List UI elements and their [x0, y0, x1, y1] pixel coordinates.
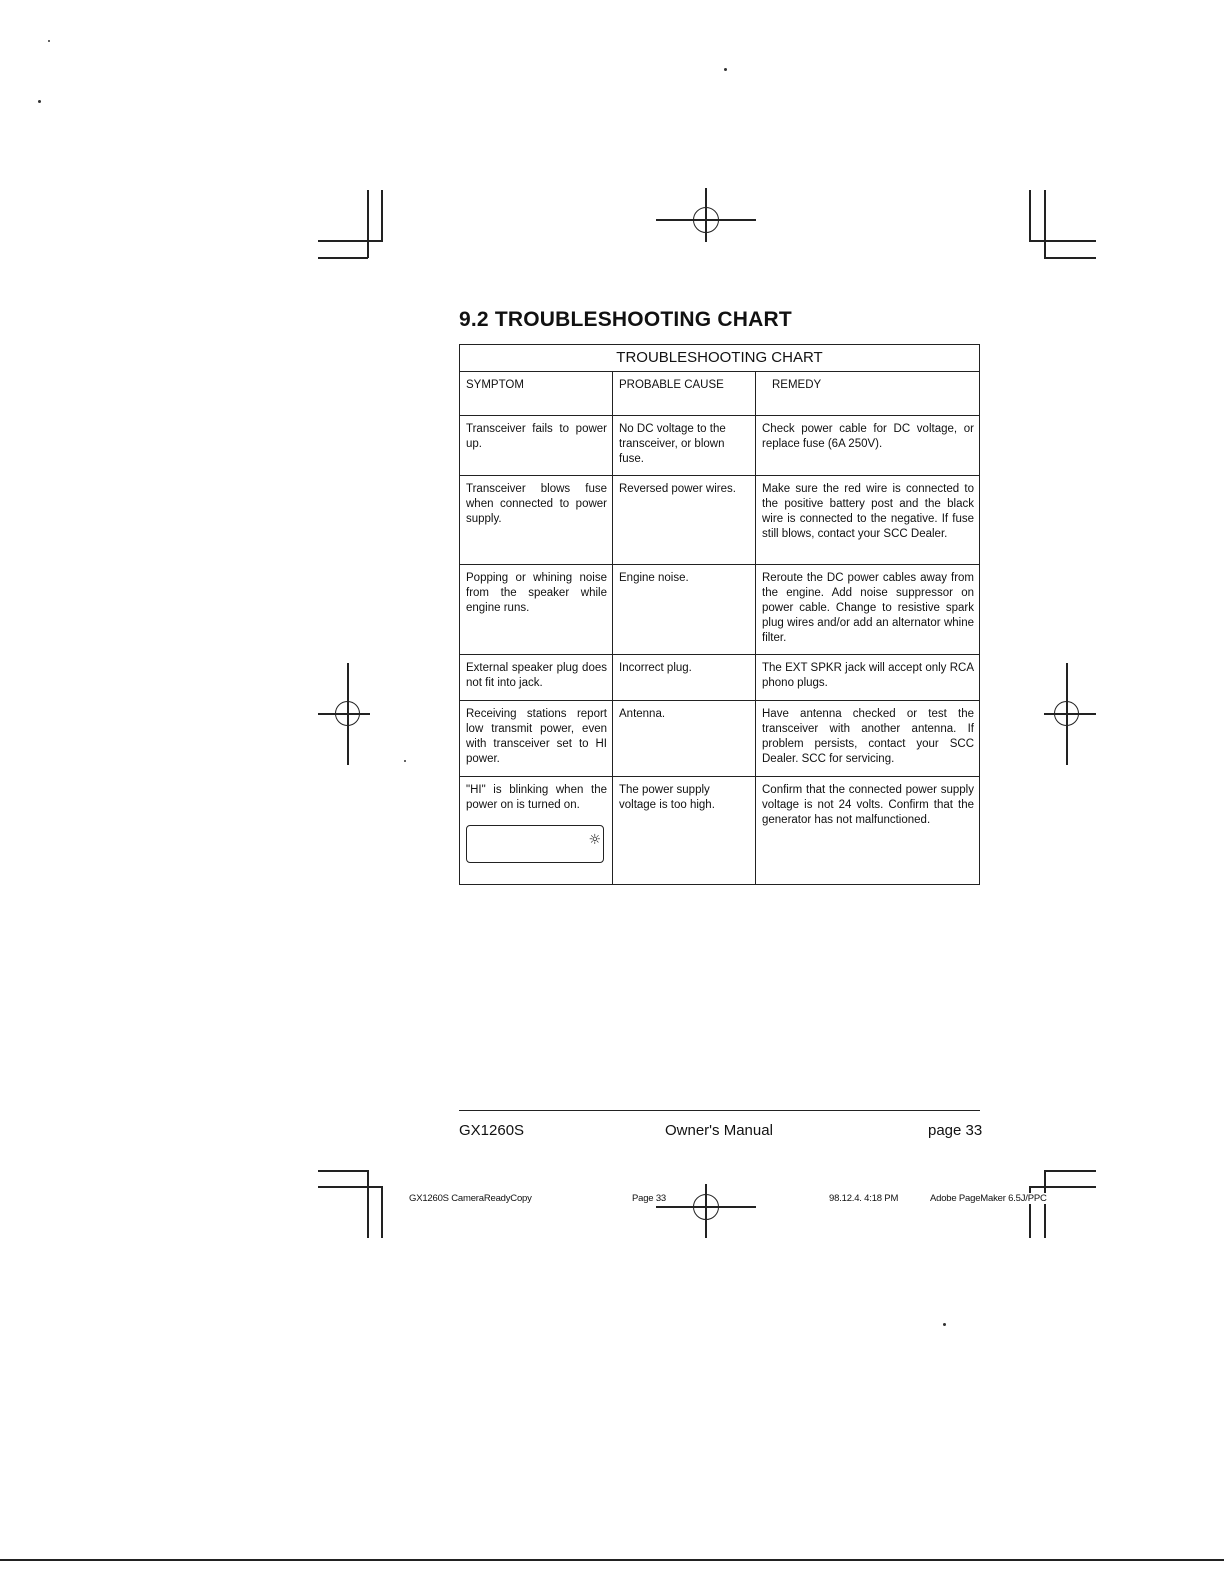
table-row: [460, 416, 979, 476]
symptom-text: "HI" is blinking when the power on is turned on.: [466, 784, 607, 811]
footer-rule: [459, 1110, 980, 1111]
crop-mark-bottom-left-h1: [318, 1170, 368, 1172]
cause-cell: Engine noise.: [613, 565, 756, 654]
cause-cell: The power supply voltage is too high.: [613, 777, 756, 884]
remedy-cell: Check power cable for DC voltage, or replace fuse (6A 250V).: [762, 423, 974, 450]
cause-cell: No DC voltage to the transceiver, or blown fuse.: [613, 416, 756, 475]
crop-mark-bottom-left-h2: [318, 1186, 382, 1188]
symptom-cell: Receiving stations report low transmit power, even with transceiver set to HI power.: [460, 701, 613, 776]
table-row: [460, 701, 979, 777]
crop-mark-top-left-h1: [318, 240, 382, 242]
scan-edge-rule: [0, 1559, 1224, 1561]
symptom-cell: External speaker plug does not fit into jack.: [460, 655, 613, 700]
registration-mark-right-circle: [1054, 701, 1079, 726]
slug-filename: GX1260S CameraReadyCopy: [409, 1193, 532, 1204]
table-header-row: [460, 372, 979, 416]
symptom-cell: [460, 777, 613, 884]
scan-speck: [38, 100, 41, 103]
table-caption: TROUBLESHOOTING CHART: [460, 345, 979, 372]
crop-mark-top-right-h2: [1044, 257, 1096, 259]
crop-mark-bottom-right-h2: [1029, 1186, 1096, 1188]
troubleshooting-table: [459, 344, 980, 885]
footer-manual-title: Owner's Manual: [665, 1122, 773, 1139]
remedy-cell: Reroute the DC power cables away from the engine. Add noise suppressor on power cable. Change to resistive spark plug wires and/or add an alternator whine filter.: [762, 572, 974, 644]
registration-mark-left-circle: [335, 701, 360, 726]
remedy-cell: Have antenna checked or test the transceiver with another antenna. If problem persists, contact your SCC Dealer. SCC for servicing.: [762, 708, 974, 765]
remedy-cell: Confirm that the connected power supply voltage is not 24 volts. Confirm that the generator has not malfunctioned.: [762, 784, 974, 826]
crop-mark-top-right-v2: [1044, 190, 1046, 258]
cause-cell: Incorrect plug.: [613, 655, 756, 700]
scan-speck: [48, 40, 50, 42]
scan-speck: [404, 760, 406, 762]
symptom-cell: Transceiver blows fuse when connected to power supply.: [460, 476, 613, 564]
crop-mark-bottom-left-v1: [367, 1170, 369, 1238]
crop-mark-bottom-right-v1: [1044, 1170, 1046, 1238]
crop-mark-top-right-v1: [1029, 190, 1031, 242]
symptom-cell: Transceiver fails to power up.: [460, 416, 613, 475]
footer-page-number: page 33: [928, 1122, 983, 1139]
table-row: [460, 476, 979, 565]
blinking-hi-icon: ☼: [588, 832, 601, 848]
slug-page: Page 33: [632, 1193, 666, 1204]
table-row: [460, 777, 979, 884]
header-remedy: REMEDY: [772, 379, 822, 391]
crop-mark-bottom-right-h1: [1044, 1170, 1096, 1172]
header-probable-cause: PROBABLE CAUSE: [613, 372, 756, 415]
lcd-display-illustration: [466, 825, 604, 863]
cause-cell: Reversed power wires.: [613, 476, 756, 564]
registration-mark-bottom-circle: [693, 1194, 719, 1220]
header-symptom: SYMPTOM: [460, 372, 613, 415]
section-title: 9.2 TROUBLESHOOTING CHART: [459, 308, 792, 331]
registration-mark-top-circle: [693, 207, 719, 233]
table-row: [460, 565, 979, 655]
remedy-cell: The EXT SPKR jack will accept only RCA phono plugs.: [762, 662, 974, 689]
slug-timestamp: 98.12.4. 4:18 PM: [829, 1193, 899, 1204]
crop-mark-top-left-v1: [367, 190, 369, 258]
scan-speck: [724, 68, 727, 71]
scan-speck: [943, 1323, 946, 1326]
remedy-cell: Make sure the red wire is connected to the positive battery post and the black wire is connected to the negative. If fuse still blows, contact your SCC Dealer.: [762, 483, 974, 540]
cause-cell: Antenna.: [613, 701, 756, 776]
crop-mark-top-left-h2: [318, 257, 368, 259]
crop-mark-bottom-left-v2: [381, 1186, 383, 1238]
table-row: [460, 655, 979, 701]
symptom-cell: Popping or whining noise from the speaker while engine runs.: [460, 565, 613, 654]
crop-mark-top-left-v2: [381, 190, 383, 242]
slug-application: Adobe PageMaker 6.5J/PPC: [930, 1193, 1047, 1204]
crop-mark-top-right-h1: [1029, 240, 1096, 242]
footer-model: GX1260S: [459, 1122, 525, 1139]
